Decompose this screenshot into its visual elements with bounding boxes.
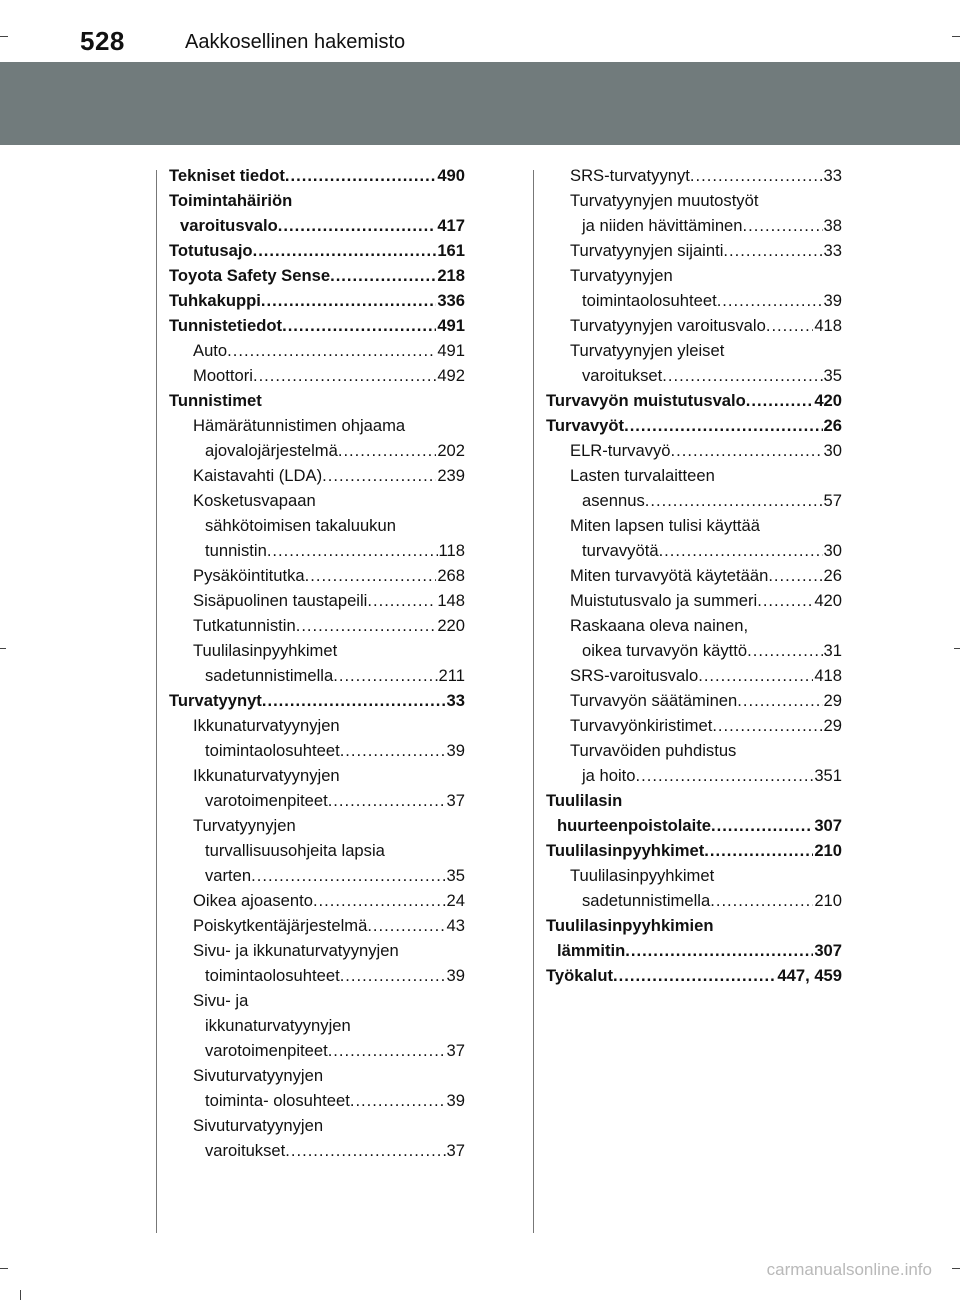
entry-term: varten [205,866,252,885]
dot-leader [340,738,446,763]
entry-term: Tunnistimet [169,391,262,410]
entry-page-ref: 490 [437,166,465,185]
entry-term: Sivu- ja ikkunaturvatyynyjen [193,941,399,960]
entry-page-ref: 447, 459 [777,966,842,985]
entry-page-ref: 33 [446,691,465,710]
dot-leader [267,538,438,563]
entry-term: Lasten turvalaitteen [570,466,715,485]
entry-term: ja niiden hävittäminen [582,216,743,235]
entry-term: Sivu- ja [193,991,249,1010]
index-entry [546,513,842,538]
dot-leader [671,438,823,463]
entry-page-ref: 31 [823,641,842,660]
index-entry [546,263,842,288]
entry-page-ref: 29 [823,716,842,735]
header-band [0,62,960,145]
index-entry [169,413,465,438]
dot-leader [367,588,436,613]
column-rule-middle [533,170,534,1233]
entry-term: Kaistavahti (LDA) [193,466,323,485]
dot-leader [717,288,823,313]
dot-leader [367,913,445,938]
index-entry [546,313,842,338]
dot-leader [328,1038,446,1063]
index-entry [169,813,465,838]
entry-page-ref: 37 [446,1141,465,1160]
entry-term: ja hoito [582,766,636,785]
index-entry [546,588,842,613]
entry-page-ref: 492 [437,366,465,385]
index-entry [169,788,465,813]
entry-page-ref: 24 [446,891,465,910]
index-entry [169,913,465,938]
entry-term: Ikkunaturvatyynyjen [193,716,340,735]
entry-page-ref: 351 [814,766,842,785]
dot-leader [737,688,822,713]
dot-leader [636,763,814,788]
entry-page-ref: 33 [823,241,842,260]
index-entry [546,738,842,763]
dot-leader [766,313,813,338]
index-entry [546,813,842,838]
entry-term: Toyota Safety Sense [169,266,331,285]
index-entry [169,1013,465,1038]
index-entry [169,513,465,538]
entry-page-ref: 268 [437,566,465,585]
entry-term: toiminta- olosuhteet [205,1091,350,1110]
index-entry [546,663,842,688]
entry-page-ref: 418 [814,666,842,685]
entry-page-ref: 307 [814,941,842,960]
dot-leader [328,788,446,813]
dot-leader [333,663,437,688]
entry-term: Auto [193,341,228,360]
entry-term: Poiskytkentäjärjestelmä [193,916,368,935]
entry-page-ref: 210 [814,891,842,910]
entry-term: Oikea ajoasento [193,891,313,910]
dot-leader [698,663,813,688]
entry-term: Sivuturvatyynyjen [193,1066,324,1085]
entry-term: Hämärätunnistimen ohjaama [193,416,406,435]
entry-page-ref: 420 [814,391,842,410]
dot-leader [662,363,822,388]
index-entry [169,963,465,988]
entry-term: Turvavyön muistutusvalo [546,391,746,410]
index-entry [169,613,465,638]
entry-term: sadetunnistimella [205,666,334,685]
index-entry [546,163,842,188]
index-entry [169,488,465,513]
crop-mark [954,648,960,649]
entry-term: Turvavyönkiristimet [570,716,713,735]
dot-leader [746,388,814,413]
entry-term: Sivuturvatyynyjen [193,1116,324,1135]
entry-term: SRS-turvatyynyt [570,166,690,185]
column-rule-left [156,170,157,1233]
dot-leader [285,1138,445,1163]
index-entry [169,363,465,388]
entry-term: SRS-varoitusvalo [570,666,699,685]
entry-page-ref: 26 [823,416,842,435]
index-entry [169,263,465,288]
entry-term: Työkalut [546,966,613,985]
entry-term: Tuulilasin [546,791,623,810]
dot-leader [340,963,446,988]
entry-term: Tuulilasinpyyhkimet [546,841,705,860]
dot-leader [723,238,822,263]
dot-leader [757,588,813,613]
entry-term: Tuhkakuppi [169,291,261,310]
entry-term: turvavyötä [582,541,659,560]
entry-term: ajovalojärjestelmä [205,441,338,460]
dot-leader [285,163,436,188]
index-entry [169,338,465,363]
index-entry [169,213,465,238]
index-entry [169,1038,465,1063]
dot-leader [262,688,446,713]
crop-mark [0,648,6,649]
entry-page-ref: 30 [823,441,842,460]
entry-term: toimintaolosuhteet [205,741,340,760]
index-entry [546,713,842,738]
entry-term: varoitukset [582,366,663,385]
index-entry [546,338,842,363]
entry-page-ref: 148 [437,591,465,610]
crop-mark [0,1268,8,1269]
dot-leader [253,363,436,388]
entry-page-ref: 417 [437,216,465,235]
dot-leader [227,338,436,363]
index-entry [546,613,842,638]
index-entry [546,763,842,788]
entry-term: ELR-turvavyö [570,441,671,460]
entry-page-ref: 37 [446,791,465,810]
entry-page-ref: 336 [437,291,465,310]
entry-page-ref: 220 [437,616,465,635]
entry-page-ref: 26 [823,566,842,585]
entry-term: Turvavöiden puhdistus [570,741,737,760]
index-entry [169,163,465,188]
entry-term: varotoimenpiteet [205,791,328,810]
entry-term: Turvatyynyt [169,691,262,710]
entry-term: toimintaolosuhteet [582,291,717,310]
entry-term: Ikkunaturvatyynyjen [193,766,340,785]
entry-page-ref: 491 [437,341,465,360]
section-title: Aakkosellinen hakemisto [185,31,406,53]
entry-term: Turvatyynyjen [193,816,296,835]
dot-leader [659,538,823,563]
entry-term: Totutusajo [169,241,253,260]
entry-page-ref: 29 [823,691,842,710]
page-header [0,0,960,145]
index-entry [169,1063,465,1088]
index-entry [546,563,842,588]
entry-term: Pysäköintitutka [193,566,305,585]
index-entry [546,388,842,413]
dot-leader [253,238,437,263]
entry-term: Tutkatunnistin [193,616,296,635]
entry-term: varotoimenpiteet [205,1041,328,1060]
entry-term: tunnistin [205,541,267,560]
entry-term: Tunnistetiedot [169,316,283,335]
dot-leader [747,638,822,663]
index-entry [169,563,465,588]
dot-leader [624,413,822,438]
entry-term: toimintaolosuhteet [205,966,340,985]
page-number: 528 [80,26,125,56]
index-entry [546,363,842,388]
dot-leader [743,213,823,238]
entry-page-ref: 239 [437,466,465,485]
entry-page-ref: 210 [814,841,842,860]
entry-term: Raskaana oleva nainen, [570,616,749,635]
index-entry [546,413,842,438]
index-entry [169,638,465,663]
index-entry [169,938,465,963]
entry-page-ref: 30 [823,541,842,560]
entry-term: Tuulilasinpyyhkimien [546,916,714,935]
entry-term: Turvavyöt [546,416,625,435]
index-entry [169,663,465,688]
index-entry [169,763,465,788]
index-entry [169,288,465,313]
index-entry [546,688,842,713]
entry-term: Moottori [193,366,253,385]
dot-leader [710,888,813,913]
index-entry [546,288,842,313]
dot-leader [305,563,437,588]
entry-term: huurteenpoistolaite [557,816,711,835]
index-column-right [546,163,842,988]
index-entry [546,463,842,488]
index-entry [169,1138,465,1163]
crop-mark [952,36,960,37]
entry-page-ref: 33 [823,166,842,185]
entry-page-ref: 161 [437,241,465,260]
index-entry [546,638,842,663]
entry-page-ref: 218 [437,266,465,285]
entry-term: ikkunaturvatyynyjen [205,1016,351,1035]
index-entry [169,438,465,463]
entry-page-ref: 420 [814,591,842,610]
entry-term: sadetunnistimella [582,891,711,910]
index-entry [169,1088,465,1113]
entry-page-ref: 39 [446,966,465,985]
entry-page-ref: 43 [446,916,465,935]
index-entry [546,438,842,463]
index-entry [546,788,842,813]
entry-term: Turvatyynyjen varoitusvalo [570,316,766,335]
index-entry [546,913,842,938]
entry-term: Turvatyynyjen sijainti [570,241,724,260]
index-entry [546,838,842,863]
entry-page-ref: 211 [438,666,465,685]
dot-leader [625,938,813,963]
index-entry [169,188,465,213]
index-entry [169,238,465,263]
index-entry [546,238,842,263]
dot-leader [313,888,446,913]
entry-term: Tuulilasinpyyhkimet [193,641,338,660]
dot-leader [322,463,436,488]
entry-term: Kosketusvapaan [193,491,316,510]
index-entry [169,588,465,613]
entry-page-ref: 39 [823,291,842,310]
entry-term: Turvatyynyjen yleiset [570,341,725,360]
dot-leader [278,213,437,238]
entry-page-ref: 35 [446,866,465,885]
index-entry [169,538,465,563]
entry-page-ref: 38 [823,216,842,235]
entry-term: Sisäpuolinen taustapeili [193,591,368,610]
index-entry [546,938,842,963]
entry-term: turvallisuusohjeita lapsia [205,841,385,860]
entry-term: asennus [582,491,645,510]
index-entry [546,188,842,213]
dot-leader [282,313,436,338]
entry-page-ref: 35 [823,366,842,385]
entry-term: Muistutusvalo ja summeri [570,591,758,610]
entry-page-ref: 418 [814,316,842,335]
index-entry [169,388,465,413]
index-entry [169,988,465,1013]
crop-mark [0,36,8,37]
entry-term: Miten turvavyötä käytetään [570,566,769,585]
entry-term: Miten lapsen tulisi käyttää [570,516,761,535]
index-entry [546,538,842,563]
entry-page-ref: 39 [446,1091,465,1110]
entry-term: Turvatyynyjen muutostyöt [570,191,759,210]
entry-term: Turvatyynyjen [570,266,673,285]
entry-term: Tekniset tiedot [169,166,285,185]
dot-leader [338,438,436,463]
dot-leader [645,488,823,513]
entry-term: sähkötoimisen takaluukun [205,516,396,535]
entry-term: lämmitin [557,941,626,960]
dot-leader [330,263,436,288]
dot-leader [350,1088,446,1113]
entry-page-ref: 57 [823,491,842,510]
entry-term: oikea turvavyön käyttö [582,641,748,660]
index-entry [169,888,465,913]
crop-mark [952,1268,960,1269]
index-entry [546,213,842,238]
index-entry [169,688,465,713]
index-entry [546,888,842,913]
index-entry [546,863,842,888]
dot-leader [768,563,822,588]
watermark: carmanualsonline.info [766,1260,932,1279]
entry-term: Turvavyön säätäminen [570,691,738,710]
entry-page-ref: 491 [437,316,465,335]
entry-term: varoitukset [205,1141,286,1160]
index-entry [169,463,465,488]
entry-page-ref: 202 [437,441,465,460]
dot-leader [261,288,436,313]
crop-mark [20,1290,21,1300]
index-entry [169,863,465,888]
entry-term: varoitusvalo [180,216,278,235]
index-entry [169,1113,465,1138]
dot-leader [711,813,813,838]
entry-page-ref: 307 [814,816,842,835]
header-top [0,0,960,62]
dot-leader [690,163,823,188]
entry-term: Tuulilasinpyyhkimet [570,866,715,885]
entry-page-ref: 39 [446,741,465,760]
dot-leader [704,838,813,863]
index-entry [169,313,465,338]
entry-term: Toimintahäiriön [169,191,293,210]
index-entry [169,713,465,738]
index-column-left [169,163,465,1163]
dot-leader [613,963,776,988]
entry-page-ref: 118 [438,541,465,560]
dot-leader [296,613,437,638]
index-entry [169,838,465,863]
dot-leader [251,863,445,888]
dot-leader [712,713,822,738]
entry-page-ref: 37 [446,1041,465,1060]
index-entry [546,488,842,513]
index-entry [169,738,465,763]
index-entry [546,963,842,988]
